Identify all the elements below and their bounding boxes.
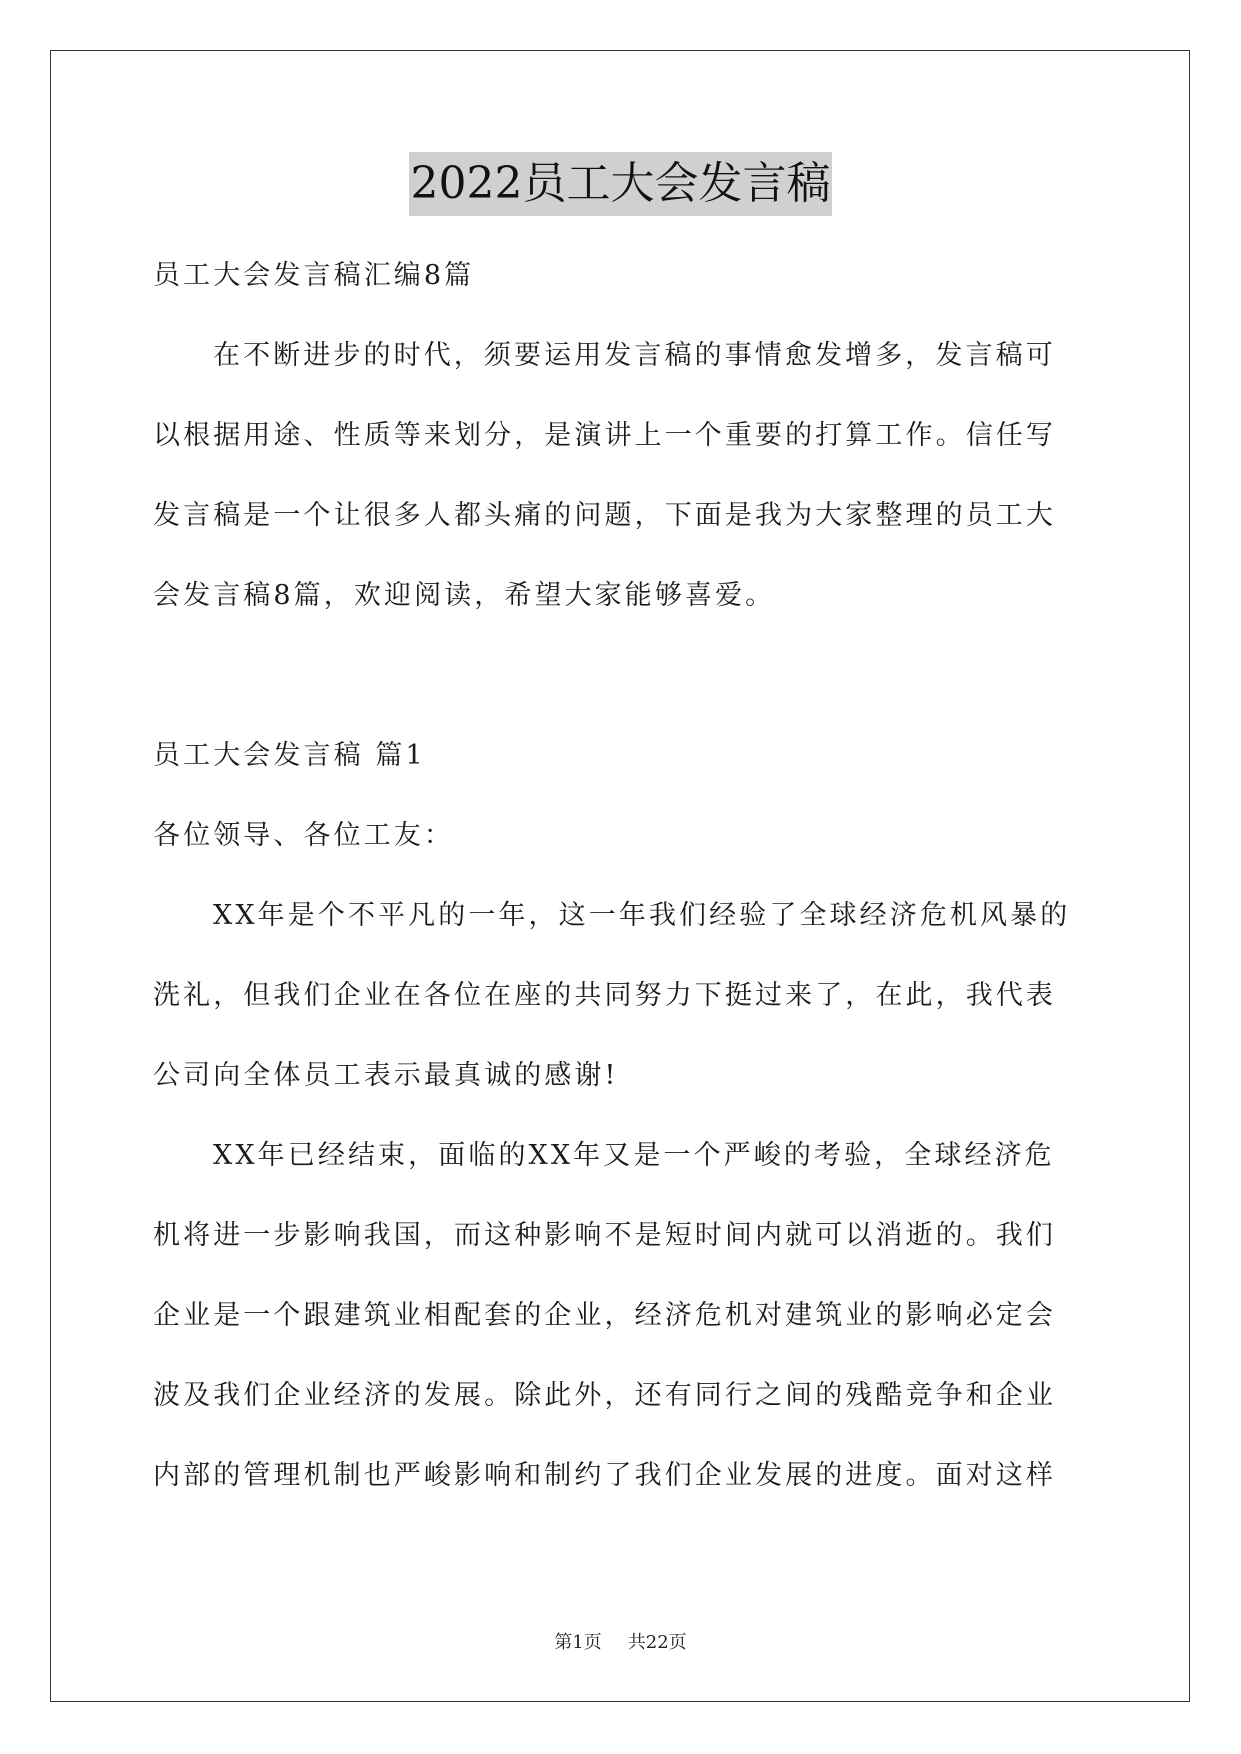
page-footer [0, 1628, 1241, 1658]
intro-line: 以根据用途、性质等来划分，是演讲上一个重要的打算工作。信任写 [153, 420, 1056, 451]
document-title: 2022员工大会发言稿 [409, 152, 833, 216]
paragraph-gap [153, 636, 1093, 716]
body-line: 波及我们企业经济的发展。除此外，还有同行之间的残酷竞争和企业 [153, 1380, 1056, 1411]
section-heading: 员工大会发言稿 篇1 [153, 740, 426, 771]
document-subtitle: 员工大会发言稿汇编8篇 [153, 260, 475, 291]
body-line: 公司向全体员工表示最真诚的感谢! [153, 1060, 619, 1091]
intro-line: 会发言稿8篇，欢迎阅读，希望大家能够喜爱。 [153, 580, 776, 611]
body-line: XX年是个不平凡的一年，这一年我们经验了全球经济危机风暴的 [213, 900, 1071, 931]
page-number-current: 第1页 [554, 1632, 602, 1653]
body-line: 内部的管理机制也严峻影响和制约了我们企业发展的进度。面对这样 [153, 1460, 1056, 1491]
document-body [153, 236, 1093, 1516]
body-line: 洗礼，但我们企业在各位在座的共同努力下挺过来了，在此，我代表 [153, 980, 1056, 1011]
intro-line: 发言稿是一个让很多人都头痛的问题，下面是我为大家整理的员工大 [153, 500, 1056, 531]
salutation: 各位领导、各位工友： [153, 820, 454, 851]
title-container [0, 152, 1241, 216]
body-line: 机将进一步影响我国，而这种影响不是短时间内就可以消逝的。我们 [153, 1220, 1056, 1251]
page-number-total: 共22页 [627, 1632, 687, 1653]
intro-line: 在不断进步的时代，须要运用发言稿的事情愈发增多，发言稿可 [213, 340, 1056, 371]
body-line: XX年已经结束，面临的XX年又是一个严峻的考验，全球经济危 [213, 1140, 1055, 1171]
body-line: 企业是一个跟建筑业相配套的企业，经济危机对建筑业的影响必定会 [153, 1300, 1056, 1331]
